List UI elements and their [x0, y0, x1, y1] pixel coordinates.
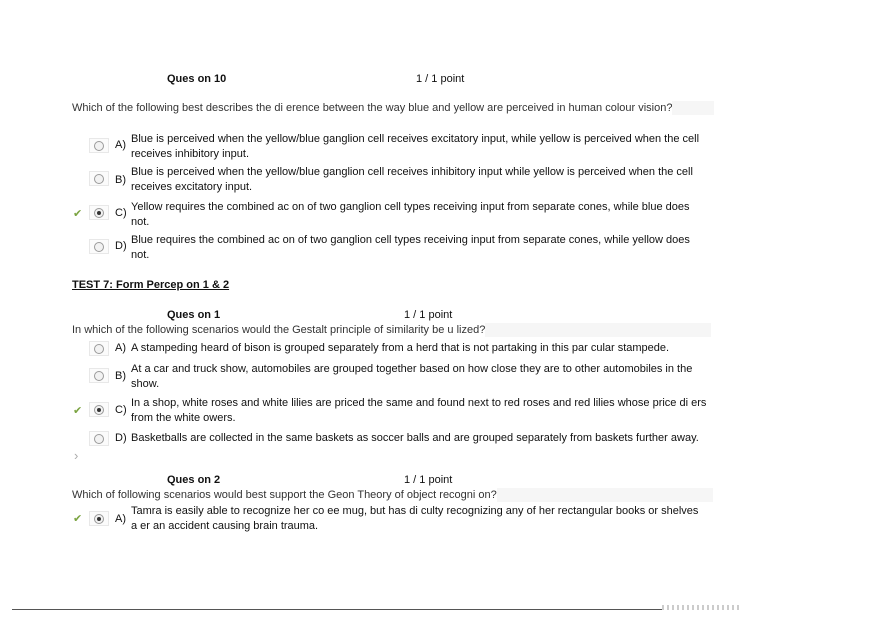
q1-option-b-radio[interactable]: [89, 368, 109, 383]
question-2-prompt: [72, 488, 713, 502]
q1-option-b-letter: B): [115, 370, 126, 382]
question-2-prompt-text: Which of following scenarios would best support the Geon Theory of object recogni on?: [72, 488, 497, 501]
q10-option-a-text: Blue is perceived when the yellow/blue ganglion cell receives excitatory input, while yellow is perceived when the cell receives inhibitory input.: [131, 133, 700, 160]
radio-icon[interactable]: [94, 242, 104, 252]
check-icon: ✔: [73, 208, 83, 220]
q10-option-a-radio[interactable]: [89, 138, 109, 153]
section-title: TEST 7: Form Percep on 1 & 2: [72, 279, 230, 291]
q1-option-a-letter: A): [115, 342, 126, 354]
check-icon: ✔: [73, 513, 83, 525]
radio-icon[interactable]: [94, 514, 104, 524]
q10-option-b-text: Blue is perceived when the yellow/blue ganglion cell receives inhibitory input while yellow is perceived when the cell receives excitatory input.: [131, 166, 693, 193]
q10-option-a-letter: A): [115, 139, 126, 151]
q1-option-b-text: At a car and truck show, automobiles are grouped together based on how close they are to other automobiles in the show.: [131, 363, 693, 390]
question-1-points: 1 / 1 point: [404, 309, 453, 321]
q1-option-d-radio[interactable]: [89, 431, 109, 446]
question-2-header: Ques on 2: [167, 474, 221, 486]
q1-option-d-text: Basketballs are collected in the same baskets as soccer balls and are grouped separately from baskets further away.: [131, 432, 699, 444]
radio-icon[interactable]: [94, 174, 104, 184]
prompt-shade: [497, 488, 713, 502]
radio-icon[interactable]: [94, 208, 104, 218]
radio-icon[interactable]: [94, 405, 104, 415]
q2-option-a-radio[interactable]: [89, 511, 109, 526]
prompt-shade: [485, 323, 711, 337]
question-10-header: Ques on 10: [167, 73, 227, 85]
q1-option-d-letter: D): [115, 432, 127, 444]
q1-option-a-radio[interactable]: [89, 341, 109, 356]
question-2-points: 1 / 1 point: [404, 474, 453, 486]
question-10-points: 1 / 1 point: [416, 73, 465, 85]
q2-option-a-text: Tamra is easily able to recognize her co ee mug, but has di culty recognizing any of her rectangular books or shelves a er an accident causing brain trauma.: [131, 505, 699, 532]
q1-option-c-text: In a shop, white roses and white lilies are priced the same and found next to red roses and red lilies whose price di ers from the white owers.: [131, 397, 707, 424]
radio-icon[interactable]: [94, 371, 104, 381]
q10-option-b-letter: B): [115, 174, 126, 186]
q1-option-c-letter: C): [115, 404, 127, 416]
q10-option-d-text: Blue requires the combined ac on of two ganglion cell types receiving input from separate cones, while yellow does not.: [131, 234, 690, 261]
question-10-prompt: [72, 101, 714, 115]
q1-option-a-text: A stampeding heard of bison is grouped separately from a herd that is not partaking in this par cular stampede.: [131, 342, 670, 354]
q10-option-c-letter: C): [115, 207, 127, 219]
check-icon: ✔: [73, 405, 83, 417]
page-divider: [12, 609, 662, 610]
prompt-shade: [672, 101, 714, 115]
question-10-prompt-text: Which of the following best describes the di erence between the way blue and yellow are perceived in human colour vision?: [72, 101, 673, 114]
q10-option-d-letter: D): [115, 240, 127, 252]
question-1-header: Ques on 1: [167, 309, 221, 321]
radio-icon[interactable]: [94, 141, 104, 151]
q10-option-c-radio[interactable]: [89, 205, 109, 220]
q10-option-b-radio[interactable]: [89, 171, 109, 186]
footer-mark: [662, 605, 740, 610]
question-1-prompt: [72, 323, 711, 337]
radio-icon[interactable]: [94, 434, 104, 444]
q10-option-c-text: Yellow requires the combined ac on of two ganglion cell types receiving input from separate cones, while blue does not.: [131, 201, 690, 228]
q2-option-a-letter: A): [115, 513, 126, 525]
radio-icon[interactable]: [94, 344, 104, 354]
q10-option-d-radio[interactable]: [89, 239, 109, 254]
q1-option-c-radio[interactable]: [89, 402, 109, 417]
question-1-prompt-text: In which of the following scenarios would the Gestalt principle of similarity be u lized?: [72, 323, 486, 336]
chevron-right-icon[interactable]: ›: [74, 448, 79, 463]
